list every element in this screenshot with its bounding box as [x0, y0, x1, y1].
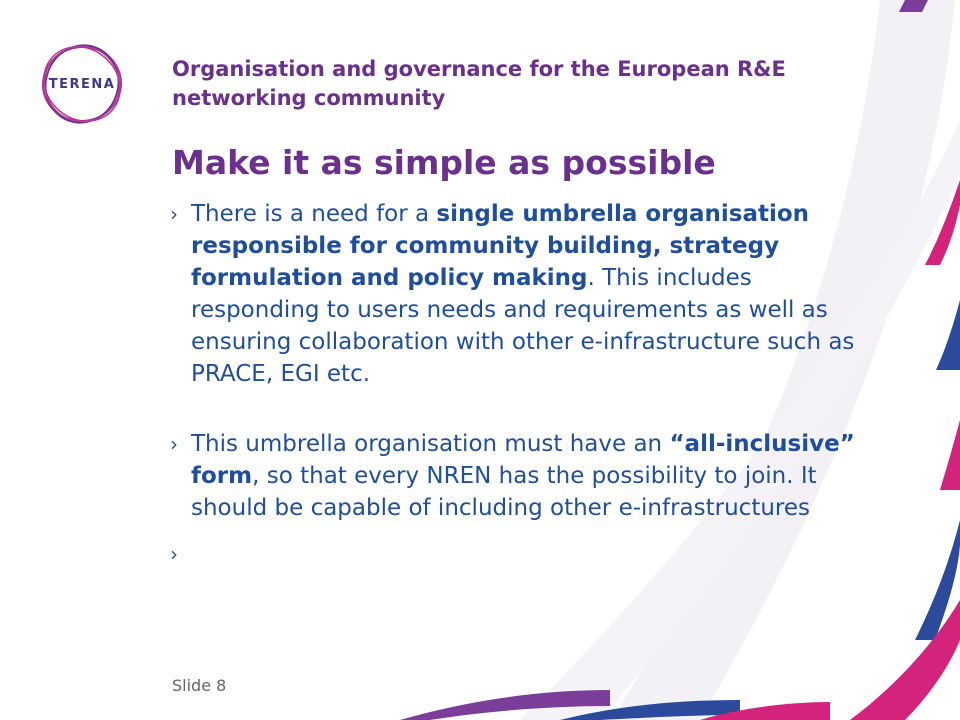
- bullet-emphasis: “all-inclusive” form: [191, 431, 855, 489]
- slide-number: Slide 8: [172, 676, 227, 695]
- logo-wordmark: TERENA: [48, 76, 116, 92]
- bullet-chevron-icon: ›: [170, 542, 178, 566]
- bullet-item: [170, 198, 870, 390]
- slide-title: Make it as simple as possible: [172, 143, 716, 182]
- bullet-chevron-icon: ›: [170, 202, 178, 226]
- bullet-emphasis: single umbrella organisation responsible for community building, strategy formulation and policy making: [191, 201, 810, 291]
- bullet-text: This umbrella organisation must have an: [191, 431, 670, 457]
- terena-logo: [38, 40, 126, 128]
- bullet-text: . This includes responding to users needs and requirements as well as ensuring collaboration with other e-infrastructure such as PRACE, EGI etc.: [191, 265, 855, 387]
- bullet-text: , so that every NREN has the possibility to join. It should be capable of including other e-infrastructures: [191, 463, 817, 521]
- bullet-text: There is a need for a: [191, 201, 437, 227]
- bullet-chevron-icon: ›: [170, 432, 178, 456]
- bullet-item-empty: [170, 538, 870, 570]
- presentation-header: Organisation and governance for the European R&E networking community: [172, 57, 786, 110]
- bullet-item: [170, 428, 870, 524]
- slide-body: [170, 198, 870, 570]
